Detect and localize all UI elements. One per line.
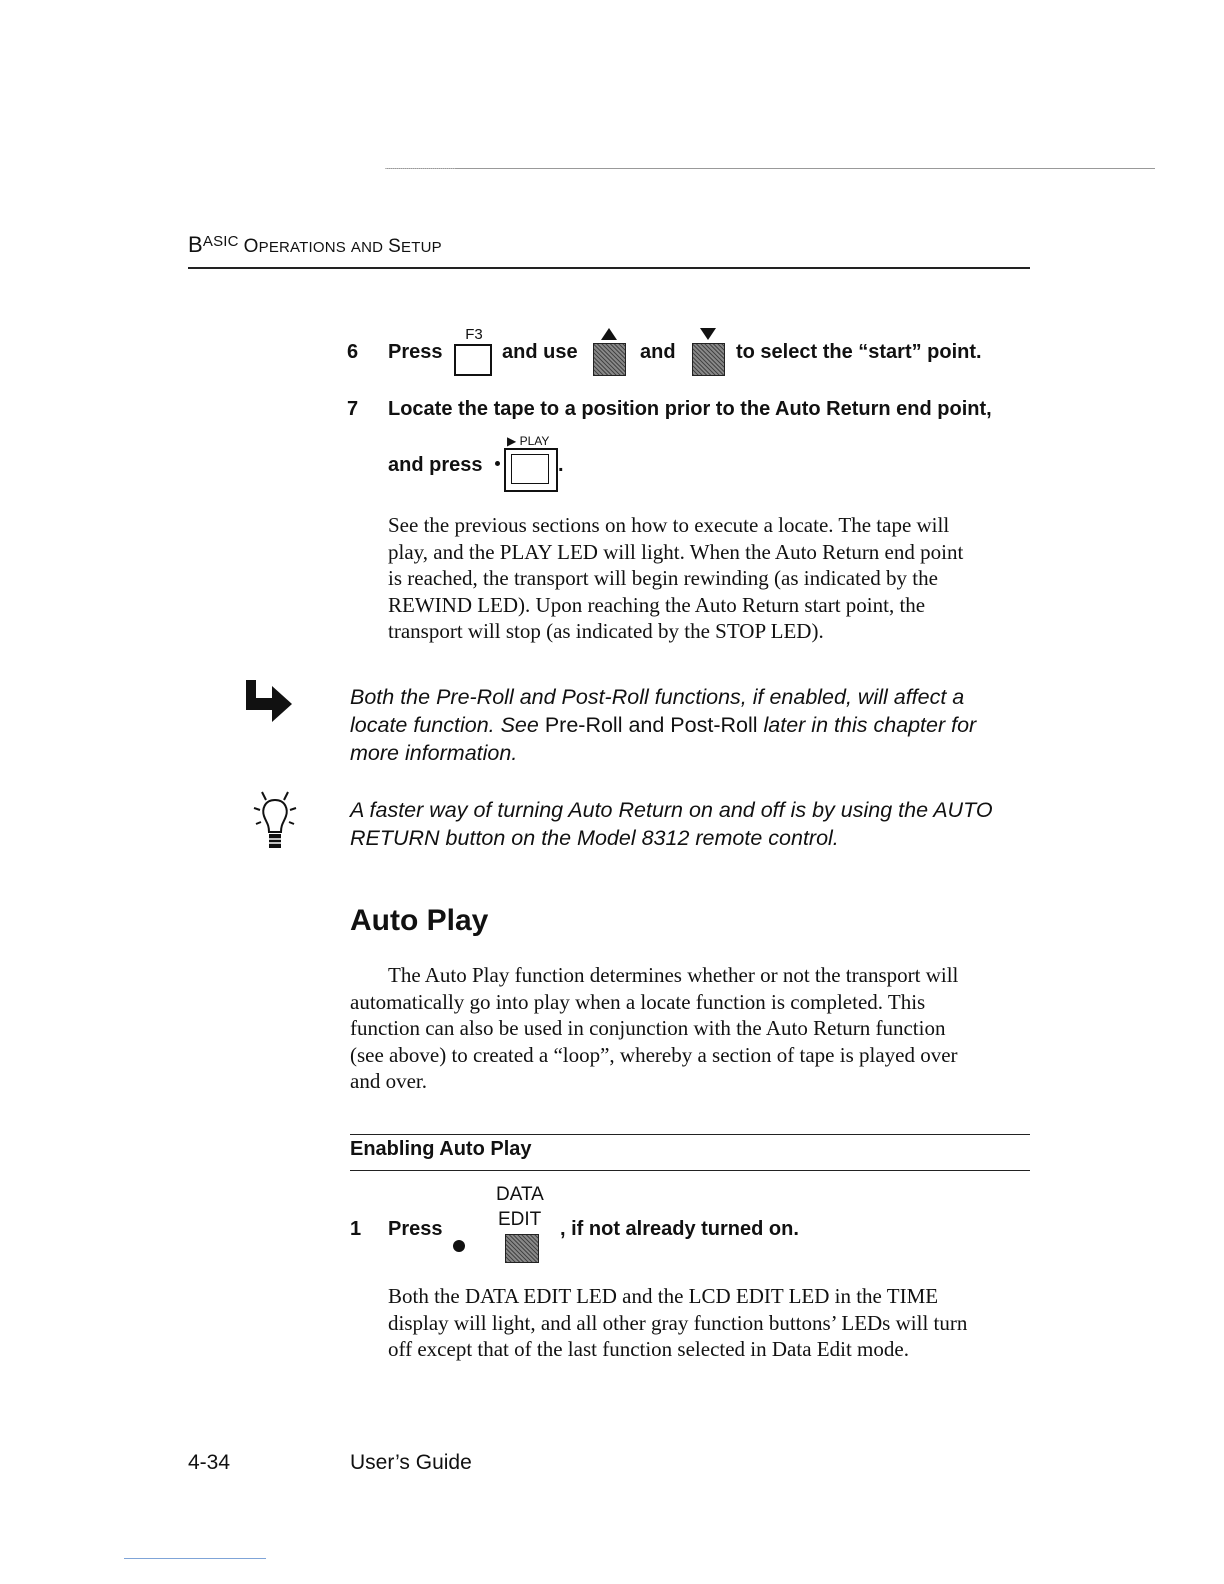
enabling-body-line: Both the DATA EDIT LED and the LCD EDIT LED in the TIME: [388, 1284, 939, 1308]
enabling-body: [388, 1283, 1078, 1363]
top-rule: [385, 168, 1155, 169]
step7-number: 7: [347, 398, 359, 420]
tip-text: [350, 796, 1080, 852]
down-arrow-icon: [700, 328, 716, 340]
page-number: 4-34: [188, 1451, 231, 1474]
auto-play-body: [350, 962, 1070, 1095]
note-reference: Pre-Roll and Post-Roll: [544, 713, 758, 737]
step6-number: 6: [347, 341, 359, 363]
step7-body-line: play, and the PLAY LED will light. When the Auto Return end point: [388, 539, 964, 564]
top-rule-dots: [385, 168, 455, 169]
subsection-rule-top: [350, 1134, 1030, 1135]
f3-key[interactable]: [454, 344, 492, 376]
header-setup: ETUP: [401, 239, 442, 256]
step7-body: [388, 512, 1078, 645]
auto-play-body-line: and over.: [350, 1069, 427, 1093]
enabling-title: Enabling Auto Play: [350, 1138, 532, 1160]
f3-key-label: F3: [465, 326, 483, 343]
step6-press: Press: [388, 341, 443, 363]
step7-body-line: See the previous sections on how to execute a locate. The tape will: [388, 513, 950, 537]
subsection-rule-bottom: [350, 1170, 1030, 1171]
note-line: more information.: [350, 741, 518, 765]
auto-play-body-line: function can also be used in conjunction with the Auto Return function: [350, 1016, 946, 1040]
arrow-note-icon: [242, 678, 294, 729]
header-basic: ASIC: [202, 233, 239, 250]
header-rule: [188, 267, 1030, 269]
step6-and: and: [640, 341, 676, 363]
step7-body-line: REWIND LED). Upon reaching the Auto Return start point, the: [388, 592, 926, 617]
note-line2-c: later in this chapter for: [757, 713, 977, 737]
data-edit-key-label-bottom: EDIT: [498, 1209, 542, 1230]
step7-line1: Locate the tape to a position prior to the Auto Return end point,: [388, 398, 992, 420]
data-edit-led-icon: [453, 1240, 465, 1252]
auto-play-body-line: The Auto Play function determines whether or not the transport will: [388, 963, 959, 987]
auto-play-title: Auto Play: [350, 904, 489, 937]
enabling-step1-press: Press: [388, 1218, 443, 1240]
step6-text: to select the “start” point.: [736, 341, 982, 363]
step6-and-use: and use: [502, 341, 578, 363]
step7-body-line: is reached, the transport will begin rewinding (as indicated by the: [388, 566, 938, 590]
lightbulb-icon: [252, 788, 298, 863]
play-key[interactable]: [504, 448, 558, 492]
note-line: Both the Pre-Roll and Post-Roll functions, if enabled, will affect a: [350, 685, 965, 709]
down-key[interactable]: [692, 343, 725, 376]
enabling-body-line: off except that of the last function selected in Data Edit mode.: [388, 1337, 909, 1361]
header-operations: PERATIONS: [258, 239, 346, 256]
note-text: [350, 683, 1070, 767]
play-led-icon: [495, 461, 500, 466]
up-key[interactable]: [593, 343, 626, 376]
header-and: AND: [350, 239, 384, 256]
enabling-step1-number: 1: [350, 1218, 362, 1240]
bottom-edge-line: [124, 1558, 266, 1559]
running-header: [188, 232, 442, 258]
note-line: [350, 711, 1070, 739]
tip-line: A faster way of turning Auto Return on and off is by using the AUTO: [350, 798, 993, 822]
footer-guide: User’s Guide: [350, 1451, 472, 1474]
up-arrow-icon: [601, 328, 617, 340]
auto-play-body-line: automatically go into play when a locate function is completed. This: [350, 989, 926, 1014]
play-key-inner: [511, 454, 549, 484]
enabling-step1-text: , if not already turned on.: [560, 1218, 799, 1240]
auto-play-body-line: (see above) to created a “loop”, whereby a section of tape is played over: [350, 1042, 958, 1067]
enabling-body-line: display will light, and all other gray function buttons’ LEDs will turn: [388, 1310, 968, 1335]
step7-and-press: and press: [388, 454, 483, 476]
step7-body-line: transport will stop (as indicated by the STOP LED).: [388, 619, 824, 643]
header-b: B: [188, 232, 203, 257]
step7-period: .: [558, 454, 564, 476]
header-o: O: [243, 236, 259, 257]
data-edit-key-label-top: DATA: [496, 1184, 544, 1205]
data-edit-key[interactable]: [505, 1234, 539, 1263]
note-line2-a: locate function. See: [350, 713, 545, 737]
tip-line: RETURN button on the Model 8312 remote control.: [350, 826, 839, 850]
play-key-label: ▶ PLAY: [507, 434, 550, 448]
header-s: S: [388, 236, 402, 257]
